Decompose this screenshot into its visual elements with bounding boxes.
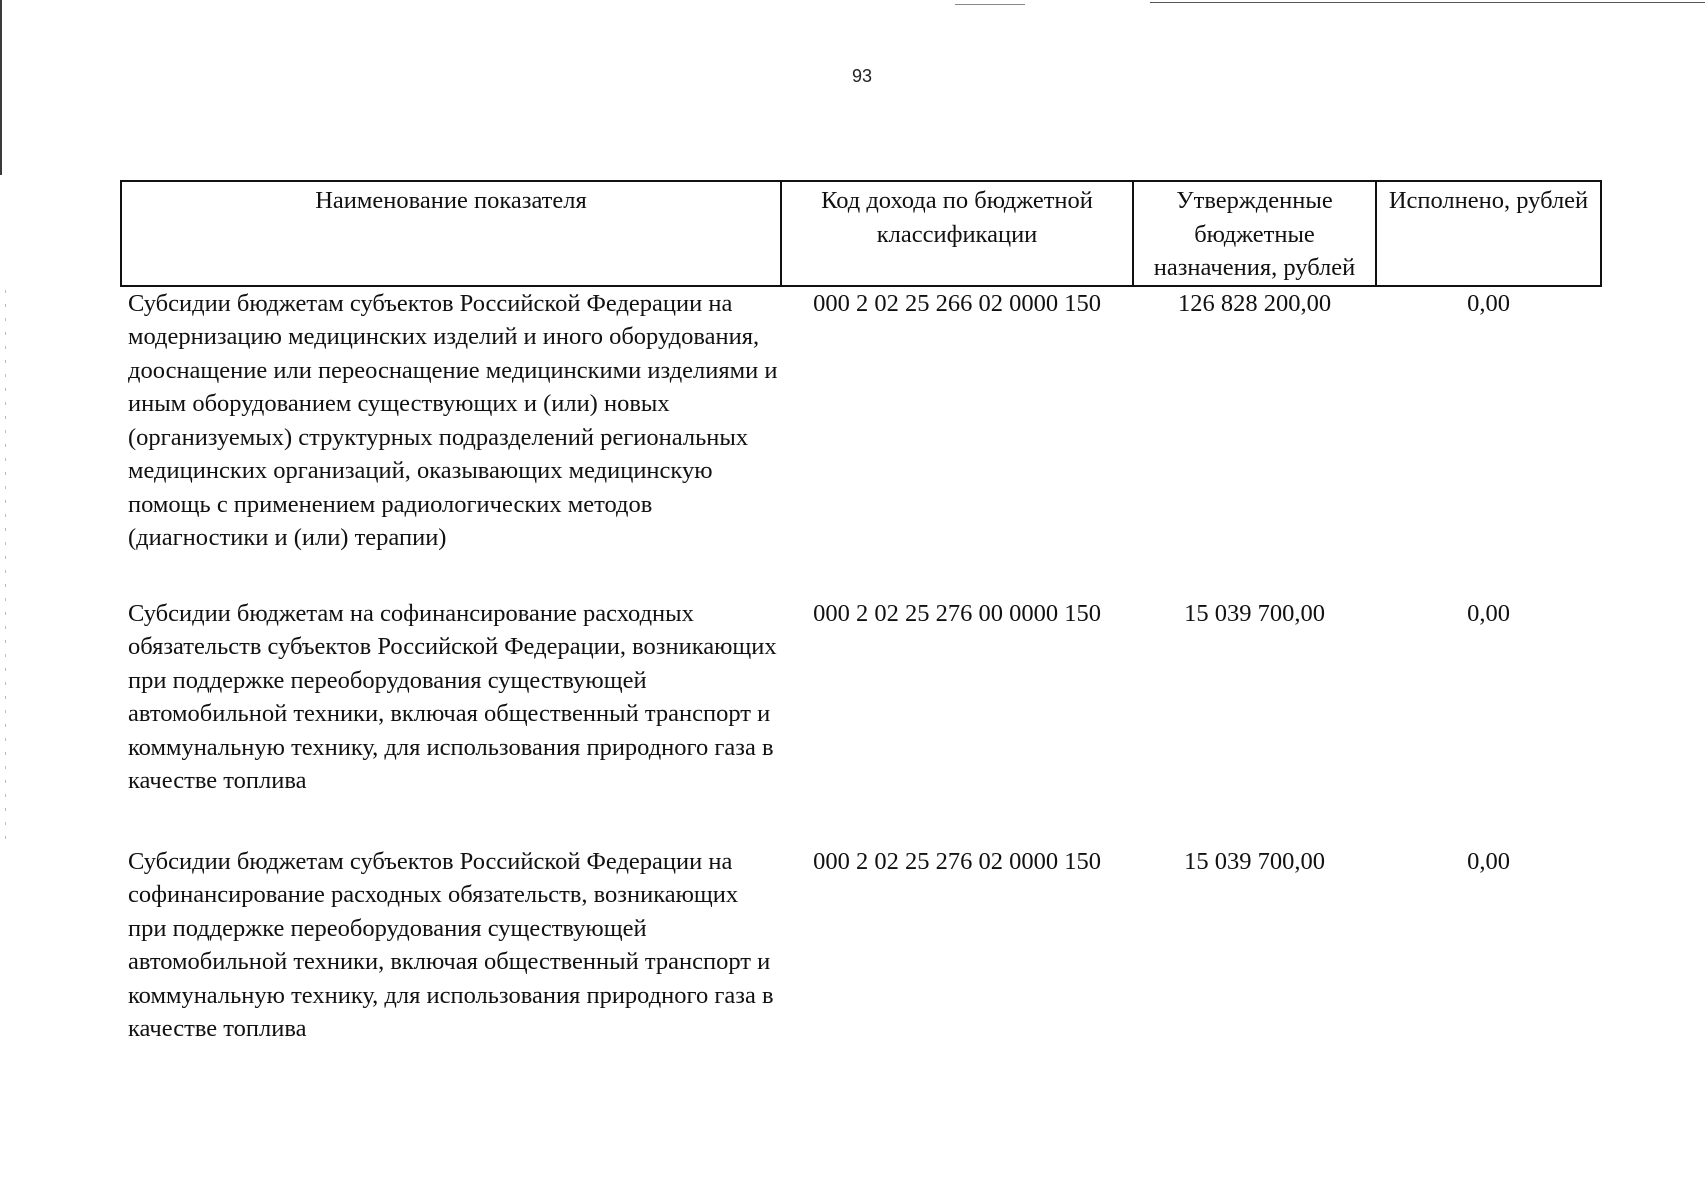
header-revenue-code: Код дохода по бюджетной классификации — [781, 181, 1133, 286]
cell-approved-amount: 15 039 700,00 — [1184, 847, 1325, 875]
cell-revenue-code: 000 2 02 25 266 02 0000 150 — [813, 289, 1101, 317]
scan-margin-marks — [5, 290, 6, 850]
cell-indicator-name: Субсидии бюджетам субъектов Российской Федерации на модернизацию медицинских изделий и иного оборудования, дооснащение или переоснащение медицинскими изделиями и иным оборудованием существующих и (или) новых (организуемых) структурных подразделений региональных медицинских организаций, оказывающих медицинскую помощь с применением радиологических методов (диагностики и (или) терапии) — [128, 289, 778, 551]
budget-revenue-table — [120, 180, 1602, 1046]
cell-executed-amount: 0,00 — [1467, 847, 1510, 875]
table-row — [121, 845, 1601, 1046]
cell-approved-amount: 126 828 200,00 — [1177, 289, 1332, 317]
header-approved-amount: Утвержденные бюджетные назначения, рублей — [1133, 181, 1376, 286]
cell-indicator-name: Субсидии бюджетам субъектов Российской Федерации на софинансирование расходных обязательств, возникающих при поддержке переоборудования существующей автомобильной техники, включая общественный транспорт и коммунальную технику, для использования природного газа в качестве топлива — [128, 847, 774, 1042]
cell-revenue-code: 000 2 02 25 276 02 0000 150 — [813, 847, 1101, 875]
cell-indicator-name: Субсидии бюджетам на софинансирование расходных обязательств субъектов Российской Федерации, возникающих при поддержке переоборудования существующей автомобильной техники, включая общественный транспорт и коммунальную технику, для использования природного газа в качестве топлива — [128, 599, 777, 794]
cell-approved-amount: 15 039 700,00 — [1184, 599, 1325, 627]
scan-edge-top — [1150, 2, 1705, 3]
page-number: 93 — [851, 66, 873, 86]
scan-edge-top-fragment — [955, 4, 1025, 5]
table-header-row — [121, 181, 1601, 286]
header-indicator-name: Наименование показателя — [121, 181, 781, 286]
table-row — [121, 597, 1601, 845]
cell-revenue-code: 000 2 02 25 276 00 0000 150 — [813, 599, 1101, 627]
cell-executed-amount: 0,00 — [1467, 289, 1510, 317]
cell-executed-amount: 0,00 — [1467, 599, 1510, 627]
table-row — [121, 286, 1601, 597]
header-executed-amount: Исполнено, рублей — [1376, 181, 1601, 286]
scan-edge-left — [0, 0, 2, 175]
